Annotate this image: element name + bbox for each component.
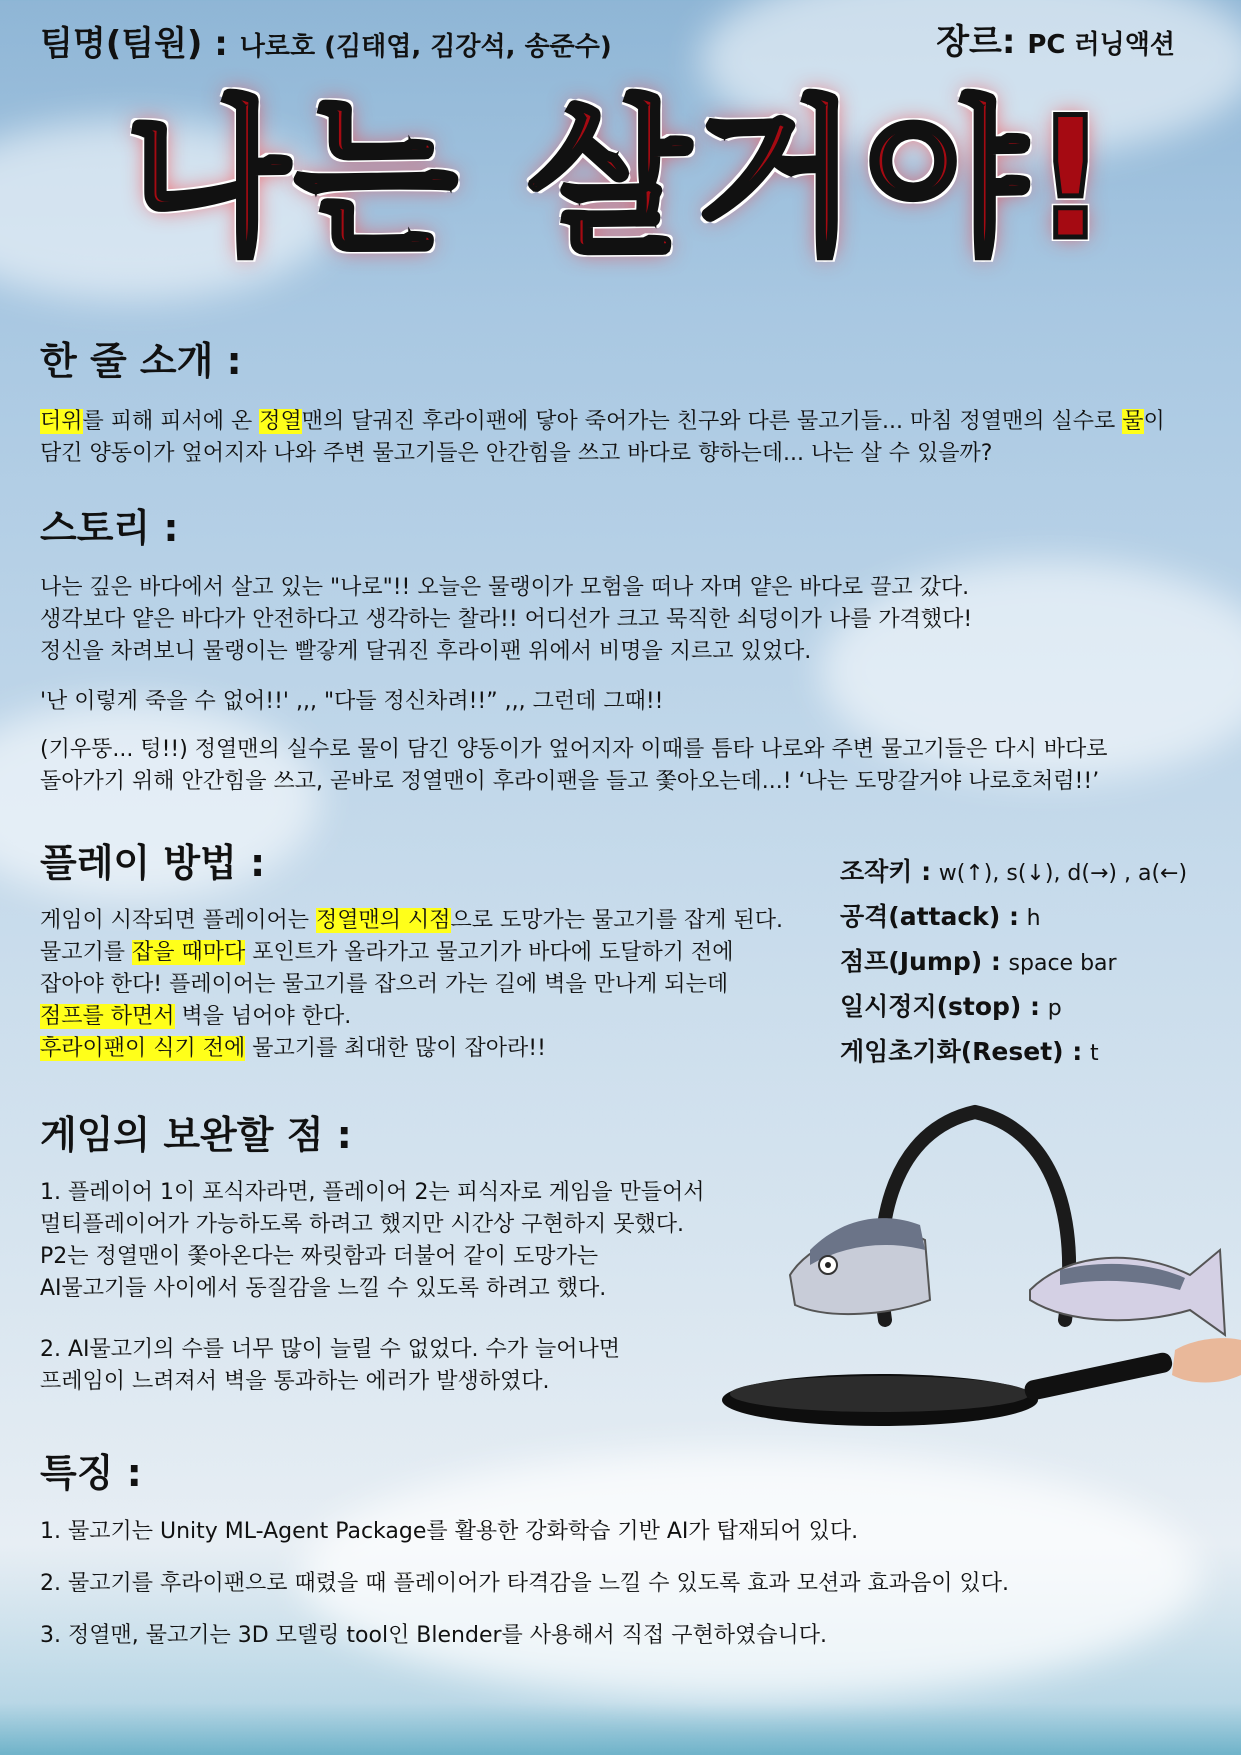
genre-info [936, 14, 1175, 63]
control-jump [840, 940, 1187, 985]
feature-item-2: 2. 물고기를 후라이팬으로 때렸을 때 플레이어가 타격감을 느낄 수 있도록 효과 모션과 효과음이 있다. [40, 1571, 1009, 1596]
improve-line: 1. 플레이어 1이 포식자라면, 플레이어 2는 피식자로 게임을 만들어서 [40, 1180, 705, 1205]
howto-line [40, 937, 783, 969]
intro-line-1 [40, 406, 1165, 438]
control-value: t [1089, 1041, 1099, 1066]
highlight: 정열 [259, 409, 302, 434]
highlight: 점프를 하면서 [40, 1004, 175, 1029]
control-value: w(↑), s(↓), d(→) , a(←) [938, 861, 1188, 886]
intro-line-2: 담긴 양동이가 엎어지자 나와 주변 물고기들은 안간힘을 쓰고 바다로 향하는데... 나는 살 수 있을까? [40, 441, 993, 466]
controls-list [840, 850, 1187, 1075]
improve-line: 멀티플레이어가 가능하도록 하려고 했지만 시간상 구현하지 못했다. [40, 1212, 685, 1237]
genre-value: PC 러닝액션 [1027, 30, 1175, 60]
improve-heading: 게임의 보완할 점 : [40, 1113, 352, 1157]
genre-label: 장르: [936, 22, 1016, 62]
story-paragraph-3 [40, 734, 1108, 798]
control-move [840, 850, 1187, 895]
text-segment: 게임이 시작되면 플레이어는 [40, 908, 317, 933]
howto-line: 잡아야 한다! 플레이어는 물고기를 잡으러 가는 길에 벽을 만나게 되는데 [40, 972, 729, 997]
highlight: 정열맨의 시점 [316, 908, 451, 933]
control-value: h [1026, 906, 1041, 931]
text-segment: 물고기를 [40, 940, 133, 965]
text-segment: 물고기를 최대한 많이 잡아라!! [245, 1036, 546, 1061]
text-segment: 를 피해 피서에 온 [82, 409, 260, 434]
highlight: 더위 [40, 409, 83, 434]
text-segment: 포인트가 올라가고 물고기가 바다에 도달하기 전에 [245, 940, 734, 965]
fish-left-icon [790, 1218, 930, 1314]
howto-heading: 플레이 방법 : [40, 841, 266, 885]
howto-line [40, 1001, 783, 1033]
improve-line: AI물고기들 사이에서 동질감을 느낄 수 있도록 하려고 했다. [40, 1276, 607, 1301]
intro-text [40, 406, 1165, 470]
improve-line: 2. AI물고기의 수를 너무 많이 늘릴 수 없었다. 수가 늘어나면 [40, 1337, 621, 1362]
story-line: 돌아가기 위해 안간힘을 쓰고, 곧바로 정열맨이 후라이팬을 들고 쫓아오는데...! ‘나는 도망갈거야 나로호처럼!!’ [40, 769, 1100, 794]
frying-pan-icon [722, 1351, 1174, 1426]
text-segment: 벽을 넘어야 한다. [174, 1004, 352, 1029]
title-banner [0, 81, 1241, 277]
story-paragraph-2: '난 이렇게 죽을 수 없어!!' ,,, "다들 정신차려!!” ,,, 그런데 그때!! [40, 689, 664, 714]
page-title: 나는 살거야! [126, 81, 1115, 277]
story-line: 생각보다 얕은 바다가 안전하다고 생각하는 찰라!! 어디선가 크고 묵직한 쇠덩이가 나를 가격했다! [40, 607, 973, 632]
story-line: 정신을 차려보니 물랭이는 빨갛게 달궈진 후라이팬 위에서 비명을 지르고 있었다. [40, 639, 812, 664]
control-value: p [1047, 996, 1062, 1021]
story-line: 나는 깊은 바다에서 살고 있는 "나로"!! 오늘은 물랭이가 모험을 떠나 자며 얕은 바다로 끌고 갔다. [40, 575, 970, 600]
highlight: 후라이팬이 식기 전에 [40, 1036, 246, 1061]
improve-line: 프레임이 느려져서 벽을 통과하는 에러가 발생하였다. [40, 1369, 550, 1394]
control-attack [840, 895, 1187, 940]
howto-line [40, 905, 783, 937]
intro-heading: 한 줄 소개 : [40, 339, 242, 383]
team-info [40, 16, 612, 65]
feature-item-1: 1. 물고기는 Unity ML-Agent Package를 활용한 강화학습 기반 AI가 탑재되어 있다. [40, 1519, 859, 1544]
highlight: 물 [1122, 409, 1144, 434]
improve-line: P2는 정열맨이 쫓아온다는 짜릿함과 더불어 같이 도망가는 [40, 1244, 599, 1269]
control-value: space bar [1008, 951, 1117, 976]
improve-paragraph-2 [40, 1334, 620, 1398]
headband-and-pan-illustration [720, 1100, 1241, 1460]
improve-paragraph-1 [40, 1177, 704, 1305]
howto-text [40, 905, 783, 1065]
control-stop [840, 985, 1187, 1030]
team-label: 팀명(팀원) : [40, 24, 228, 64]
feature-item-3: 3. 정열맨, 물고기는 3D 모델링 tool인 Blender를 사용해서 직접 구현하였습니다. [40, 1623, 828, 1648]
control-reset [840, 1030, 1187, 1075]
howto-line [40, 1033, 783, 1065]
highlight: 잡을 때마다 [132, 940, 246, 965]
story-paragraph-1 [40, 572, 972, 668]
text-segment: 맨의 달궈진 후라이팬에 닿아 죽어가는 친구와 다른 물고기들... 마침 정열맨의 실수로 [301, 409, 1123, 434]
story-heading: 스토리 : [40, 506, 179, 550]
story-line: (기우뚱... 텅!!) 정열맨의 실수로 물이 담긴 양동이가 엎어지자 이때를 틈타 나로와 주변 물고기들은 다시 바다로 [40, 737, 1108, 762]
text-segment: 이 [1143, 409, 1165, 434]
control-key: 게임초기화(Reset) : [840, 1037, 1083, 1066]
control-key: 공격(attack) : [840, 902, 1019, 931]
control-key: 일시정지(stop) : [840, 992, 1041, 1021]
hand-icon [1172, 1338, 1241, 1382]
control-key: 조작키 : [840, 857, 932, 886]
text-segment: 으로 도망가는 물고기를 잡게 된다. [450, 908, 784, 933]
team-members: 나로호 (김태엽, 김강석, 송준수) [239, 32, 612, 62]
control-key: 점프(Jump) : [840, 947, 1001, 976]
features-heading: 특징 : [40, 1451, 142, 1495]
